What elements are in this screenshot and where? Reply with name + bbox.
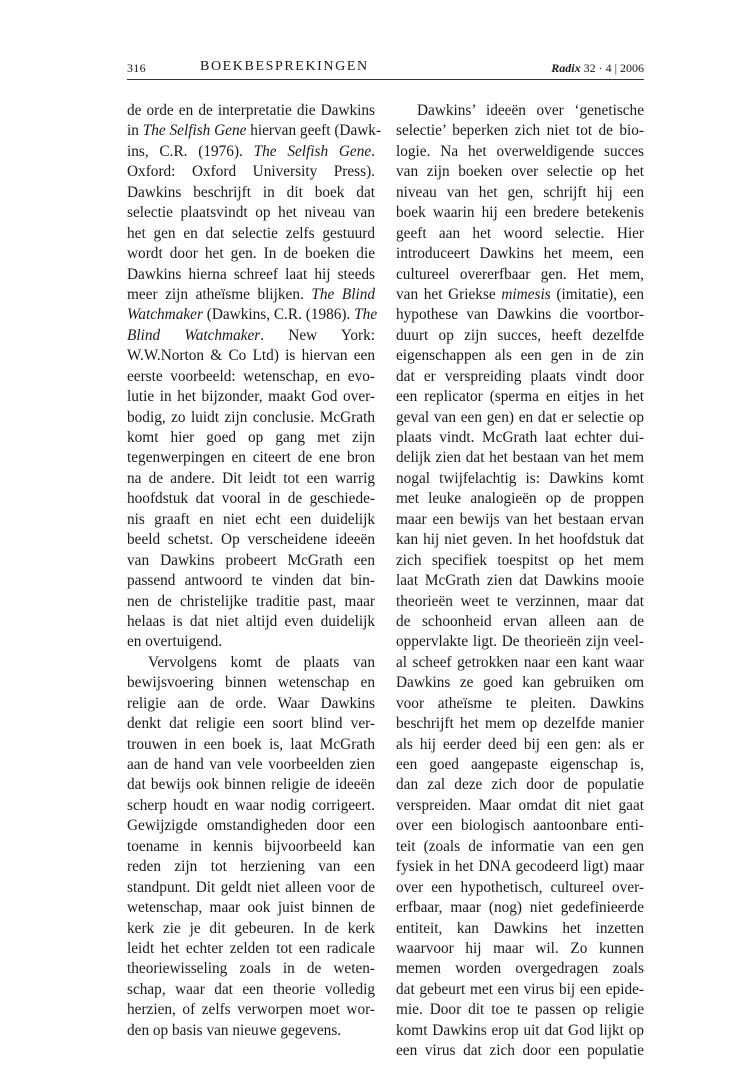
text-run: herzien, of zelfs verworpen moet wor- bbox=[127, 1001, 375, 1019]
text-line bbox=[127, 959, 375, 979]
text-run: selectie’ beperken zich niet tot de bio- bbox=[396, 122, 644, 140]
text-run: een virus dat zich door een populatie bbox=[396, 1042, 644, 1060]
text-run: Dawkins beschrijft in dit boek dat bbox=[127, 183, 375, 201]
running-header bbox=[127, 58, 644, 80]
text-run: mie. Door dit toe te passen op religie bbox=[396, 1001, 644, 1019]
text-run: eigenschappen als een gen in de zin bbox=[396, 347, 644, 365]
text-run: standpunt. Dit geldt niet alleen voor de bbox=[127, 878, 375, 896]
text-run: nen de christelijke traditie past, maar bbox=[127, 592, 375, 610]
text-run: entiteit, kan Dawkins het inzetten bbox=[396, 919, 644, 937]
text-run: geval van een gen) en dat er selectie op bbox=[396, 408, 644, 426]
section-title: BOEKBESPREKINGEN bbox=[200, 59, 369, 74]
text-run: leidt het echter zelden tot een radicale bbox=[127, 939, 375, 957]
text-line bbox=[396, 367, 644, 387]
text-line bbox=[127, 285, 375, 305]
text-run: helaas is dat niet altijd even duidelijk bbox=[127, 612, 375, 630]
page-number: 316 bbox=[127, 61, 146, 75]
text-line bbox=[396, 305, 644, 325]
text-line bbox=[396, 162, 644, 182]
text-run: nogal twijfelachtig is: Dawkins komt bbox=[396, 469, 644, 487]
text-run: Oxford: Oxford University Press). bbox=[127, 163, 375, 181]
text-run: Dawkins hierna schreef laat hij steeds bbox=[127, 265, 375, 283]
text-line bbox=[127, 1000, 375, 1020]
text-line bbox=[396, 326, 644, 346]
text-run: komt hier goed op gang met zijn bbox=[127, 429, 375, 446]
text-line bbox=[396, 714, 644, 734]
text-run: . bbox=[371, 142, 375, 160]
text-line bbox=[396, 224, 644, 244]
italic-title: Watchmaker bbox=[127, 306, 203, 324]
text-run: denkt dat religie een soort blind ver- bbox=[127, 715, 375, 733]
right-column bbox=[396, 101, 644, 1062]
text-run: een goed aangepaste eigenschap is, bbox=[396, 756, 644, 773]
text-line bbox=[396, 632, 644, 652]
text-run: hypothese van Dawkins die voortbor- bbox=[396, 306, 644, 324]
text-run: ins, C.R. (1976). bbox=[127, 142, 254, 160]
journal-reference bbox=[551, 61, 644, 76]
text-run: erfbaar, maar (nog) niet gedefinieerde bbox=[396, 899, 644, 917]
text-run: bewijsvoering binnen wetenschap en bbox=[127, 674, 375, 692]
text-run: hiervan geeft (Dawk- bbox=[246, 122, 382, 140]
text-run: scherp houdt en waar nodig corrigeert. bbox=[127, 796, 375, 814]
text-line bbox=[396, 857, 644, 877]
text-line bbox=[127, 551, 375, 571]
text-line bbox=[396, 469, 644, 489]
text-line bbox=[396, 510, 644, 530]
text-line bbox=[127, 673, 375, 693]
text-line bbox=[396, 755, 644, 775]
text-line bbox=[127, 305, 378, 325]
text-run: dan zal deze zich door de populatie bbox=[396, 776, 644, 794]
text-run: dat er verspreiding plaats vindt door bbox=[396, 367, 644, 385]
text-run: kerk zie je dit gebeuren. In de kerk bbox=[127, 919, 375, 937]
text-line bbox=[127, 980, 375, 1000]
italic-title: The Blind bbox=[311, 285, 375, 303]
text-line bbox=[396, 1041, 644, 1061]
text-line bbox=[396, 1021, 644, 1041]
header-rule bbox=[127, 79, 644, 80]
italic-title: mimesis bbox=[501, 285, 551, 303]
text-run: maar een bewijs van het bestaan ervan bbox=[396, 510, 644, 528]
text-run: beschrijft het mem op dezelfde manier bbox=[396, 715, 644, 733]
text-line bbox=[127, 387, 375, 407]
text-run: theorieën weet te verzinnen, maar dat bbox=[396, 592, 644, 610]
text-line bbox=[396, 203, 644, 223]
text-run: meer zijn atheïsme blijken. bbox=[127, 285, 312, 303]
text-line bbox=[396, 530, 644, 550]
text-line bbox=[396, 796, 644, 816]
text-run: met leuke analogieën op de proppen bbox=[396, 490, 644, 508]
text-line bbox=[127, 694, 375, 714]
text-run: delijk zien dat het bestaan van het mem bbox=[396, 449, 644, 467]
text-line bbox=[127, 162, 375, 182]
text-line bbox=[396, 673, 644, 693]
text-line bbox=[127, 592, 375, 612]
text-run: theoriewisseling zoals in de weten- bbox=[127, 960, 375, 978]
text-line bbox=[127, 469, 375, 489]
text-line bbox=[127, 428, 375, 448]
text-line bbox=[396, 837, 644, 857]
text-line bbox=[396, 653, 644, 673]
text-run: reden zijn tot herziening van een bbox=[127, 858, 375, 876]
text-line bbox=[396, 142, 644, 162]
text-run: memen worden overgedragen zoals bbox=[396, 960, 644, 978]
text-line bbox=[396, 612, 644, 632]
text-run: van Dawkins probeert McGrath een bbox=[127, 551, 375, 569]
text-run: . New York: bbox=[260, 326, 375, 344]
text-run: wordt door het gen. In de boeken die bbox=[127, 245, 375, 263]
text-line bbox=[127, 346, 375, 366]
text-run: Vervolgens komt de plaats van bbox=[148, 653, 375, 671]
text-line bbox=[396, 592, 644, 612]
text-line bbox=[127, 816, 375, 836]
text-run: over een hypothetisch, cultureel over- bbox=[396, 878, 644, 896]
text-run: plaats vindt. McGrath laat echter dui- bbox=[396, 429, 644, 446]
text-line bbox=[396, 408, 644, 428]
text-line bbox=[127, 919, 375, 939]
text-run: (Dawkins, C.R. (1986). bbox=[202, 306, 355, 324]
text-run: over een biologisch aantoonbare enti- bbox=[396, 817, 644, 835]
text-run: en overtuigend. bbox=[127, 633, 223, 651]
text-run: logie. Na het overweldigende succes bbox=[396, 142, 644, 160]
text-line bbox=[127, 1021, 375, 1041]
text-line bbox=[127, 939, 375, 959]
text-line bbox=[127, 714, 375, 734]
text-run: in bbox=[127, 122, 143, 140]
text-run: bodig, zo luidt zijn conclusie. McGrath bbox=[127, 408, 375, 426]
text-line bbox=[127, 408, 375, 428]
text-run: al scheef getrokken naar een kant waar bbox=[396, 653, 644, 671]
journal-name: Radix bbox=[551, 61, 581, 75]
text-line bbox=[396, 121, 644, 141]
journal-issue: 32 · 4 | 2006 bbox=[583, 61, 644, 75]
text-run: Dawkins ze goed kan gebruiken om bbox=[396, 674, 644, 692]
text-run: den op basis van nieuwe gegevens. bbox=[127, 1021, 342, 1039]
text-run: hoofdstuk dat vooral in de geschiede- bbox=[127, 490, 375, 508]
text-line bbox=[396, 980, 644, 1000]
text-line bbox=[127, 612, 375, 632]
text-run: het gen en dat selectie zelfs gestuurd bbox=[127, 224, 375, 242]
text-run: oppervlakte ligt. De theorieën zijn veel- bbox=[396, 633, 644, 651]
text-run: duurt op zijn succes, heeft dezelfde bbox=[396, 326, 644, 344]
text-line bbox=[396, 816, 644, 836]
text-run: dat bewijs ook binnen religie de ideeën bbox=[127, 776, 375, 794]
text-run: wetenschap, maar ook juist binnen de bbox=[127, 899, 375, 917]
text-line bbox=[396, 694, 644, 714]
text-run: schap, waar dat een theorie volledig bbox=[127, 980, 375, 998]
text-run: Dawkins’ ideeën over ‘genetische bbox=[417, 102, 644, 119]
text-line bbox=[127, 448, 375, 468]
text-run: boek waarin hij een bredere betekenis bbox=[396, 204, 644, 222]
italic-title: The Selfish Gene bbox=[142, 122, 247, 140]
text-run: verspreiden. Maar omdat dit niet gaat bbox=[396, 796, 644, 814]
text-line bbox=[396, 959, 644, 979]
text-run: zich specifiek toespitst op het mem bbox=[396, 551, 644, 569]
text-run: voor atheïsme te pleiten. Dawkins bbox=[396, 694, 644, 712]
text-run: passend antwoord te vinden dat bin- bbox=[127, 572, 375, 590]
text-run: teit (zoals de informatie van een gen bbox=[396, 837, 644, 855]
text-line bbox=[396, 571, 644, 591]
text-line bbox=[127, 101, 375, 121]
text-run: nis graaft en niet echt een duidelijk bbox=[127, 510, 375, 528]
text-line bbox=[127, 878, 375, 898]
text-line bbox=[127, 571, 375, 591]
text-run: cultureel overerfbaar gen. Het mem, bbox=[396, 265, 644, 283]
text-line bbox=[396, 285, 644, 305]
text-run: tegenwerpingen en citeert de ene bron bbox=[127, 449, 375, 467]
text-run: als hij eerder deed bij een gen: als er bbox=[396, 735, 644, 753]
text-run: geeft aan het woord selectie. Hier bbox=[396, 224, 644, 242]
text-line bbox=[127, 796, 375, 816]
italic-title: Blind Watchmaker bbox=[127, 326, 261, 344]
text-line bbox=[127, 857, 375, 877]
text-run: waarvoor hij maar wil. Zo kunnen bbox=[396, 939, 644, 957]
text-run: de schoonheid ervan alleen aan de bbox=[396, 612, 644, 630]
text-line bbox=[396, 265, 644, 285]
text-run: introduceert Dawkins het meem, een bbox=[396, 245, 644, 263]
text-line bbox=[127, 367, 375, 387]
text-line bbox=[127, 632, 375, 652]
text-line bbox=[396, 1000, 644, 1020]
text-run: trouwen in een boek is, laat McGrath bbox=[127, 735, 375, 753]
text-line bbox=[396, 878, 644, 898]
text-run: van het Griekse bbox=[396, 285, 502, 303]
text-run: eerste voorbeeld: wetenschap, en evo- bbox=[127, 367, 375, 385]
text-line bbox=[127, 898, 375, 918]
text-run: beeld schetst. Op verscheidene ideeën bbox=[127, 531, 375, 549]
text-line bbox=[396, 735, 644, 755]
text-line bbox=[127, 142, 375, 162]
text-run: kan hij niet geven. In het hoofdstuk dat bbox=[396, 531, 644, 549]
text-line bbox=[127, 755, 375, 775]
text-run: lutie in het bijzonder, maakt God over- bbox=[127, 388, 375, 406]
text-run: Gewijzigde omstandigheden door een bbox=[127, 817, 375, 835]
text-line bbox=[396, 183, 644, 203]
text-line bbox=[396, 551, 644, 571]
text-run: een replicator (sperma en eitjes in het bbox=[396, 388, 644, 406]
text-line bbox=[396, 775, 644, 795]
text-line bbox=[127, 244, 375, 264]
text-line bbox=[127, 775, 375, 795]
text-line bbox=[396, 489, 644, 509]
text-line bbox=[127, 121, 382, 141]
text-run: religie aan de orde. Waar Dawkins bbox=[127, 694, 375, 712]
text-line bbox=[127, 203, 375, 223]
text-line bbox=[127, 489, 375, 509]
text-run: aan de hand van vele voorbeelden zien bbox=[127, 756, 375, 773]
text-line bbox=[396, 898, 644, 918]
text-run: laat McGrath zien dat Dawkins mooie bbox=[396, 572, 644, 590]
text-run: (imitatie), een bbox=[550, 285, 644, 303]
text-line bbox=[396, 244, 644, 264]
text-run: dat gebeurt met een virus bij een epide- bbox=[396, 980, 644, 998]
text-run: niveau van het gen, schrijft hij een bbox=[396, 183, 644, 201]
text-line bbox=[127, 653, 375, 673]
text-run: toename in kennis bijvoorbeeld kan bbox=[127, 837, 375, 855]
text-line bbox=[127, 510, 375, 530]
text-line bbox=[396, 387, 644, 407]
text-line bbox=[127, 224, 375, 244]
left-column bbox=[127, 101, 382, 1041]
text-line bbox=[127, 837, 375, 857]
text-run: de orde en de interpretatie die Dawkins bbox=[127, 102, 375, 119]
italic-title: The Selfish Gene bbox=[253, 142, 372, 160]
text-line bbox=[127, 183, 375, 203]
text-line bbox=[127, 265, 375, 285]
text-line bbox=[127, 530, 375, 550]
text-run: komt Dawkins erop uit dat God lijkt op bbox=[396, 1021, 644, 1039]
text-line bbox=[396, 939, 644, 959]
text-line bbox=[396, 448, 644, 468]
text-line bbox=[396, 428, 644, 448]
text-line bbox=[127, 326, 375, 346]
text-line bbox=[396, 346, 644, 366]
text-line bbox=[396, 919, 644, 939]
text-line bbox=[396, 101, 644, 121]
text-run: W.W.Norton & Co Ltd) is hiervan een bbox=[127, 347, 375, 365]
italic-title: The bbox=[354, 306, 378, 324]
text-run: van zijn boeken over selectie op het bbox=[396, 163, 644, 181]
text-run: selectie plaatsvindt op het niveau van bbox=[127, 204, 375, 222]
text-run: na de andere. Dit leidt tot een warrig bbox=[127, 469, 375, 487]
text-line bbox=[127, 735, 375, 755]
text-run: fysiek in het DNA gecodeerd ligt) maar bbox=[396, 858, 644, 876]
